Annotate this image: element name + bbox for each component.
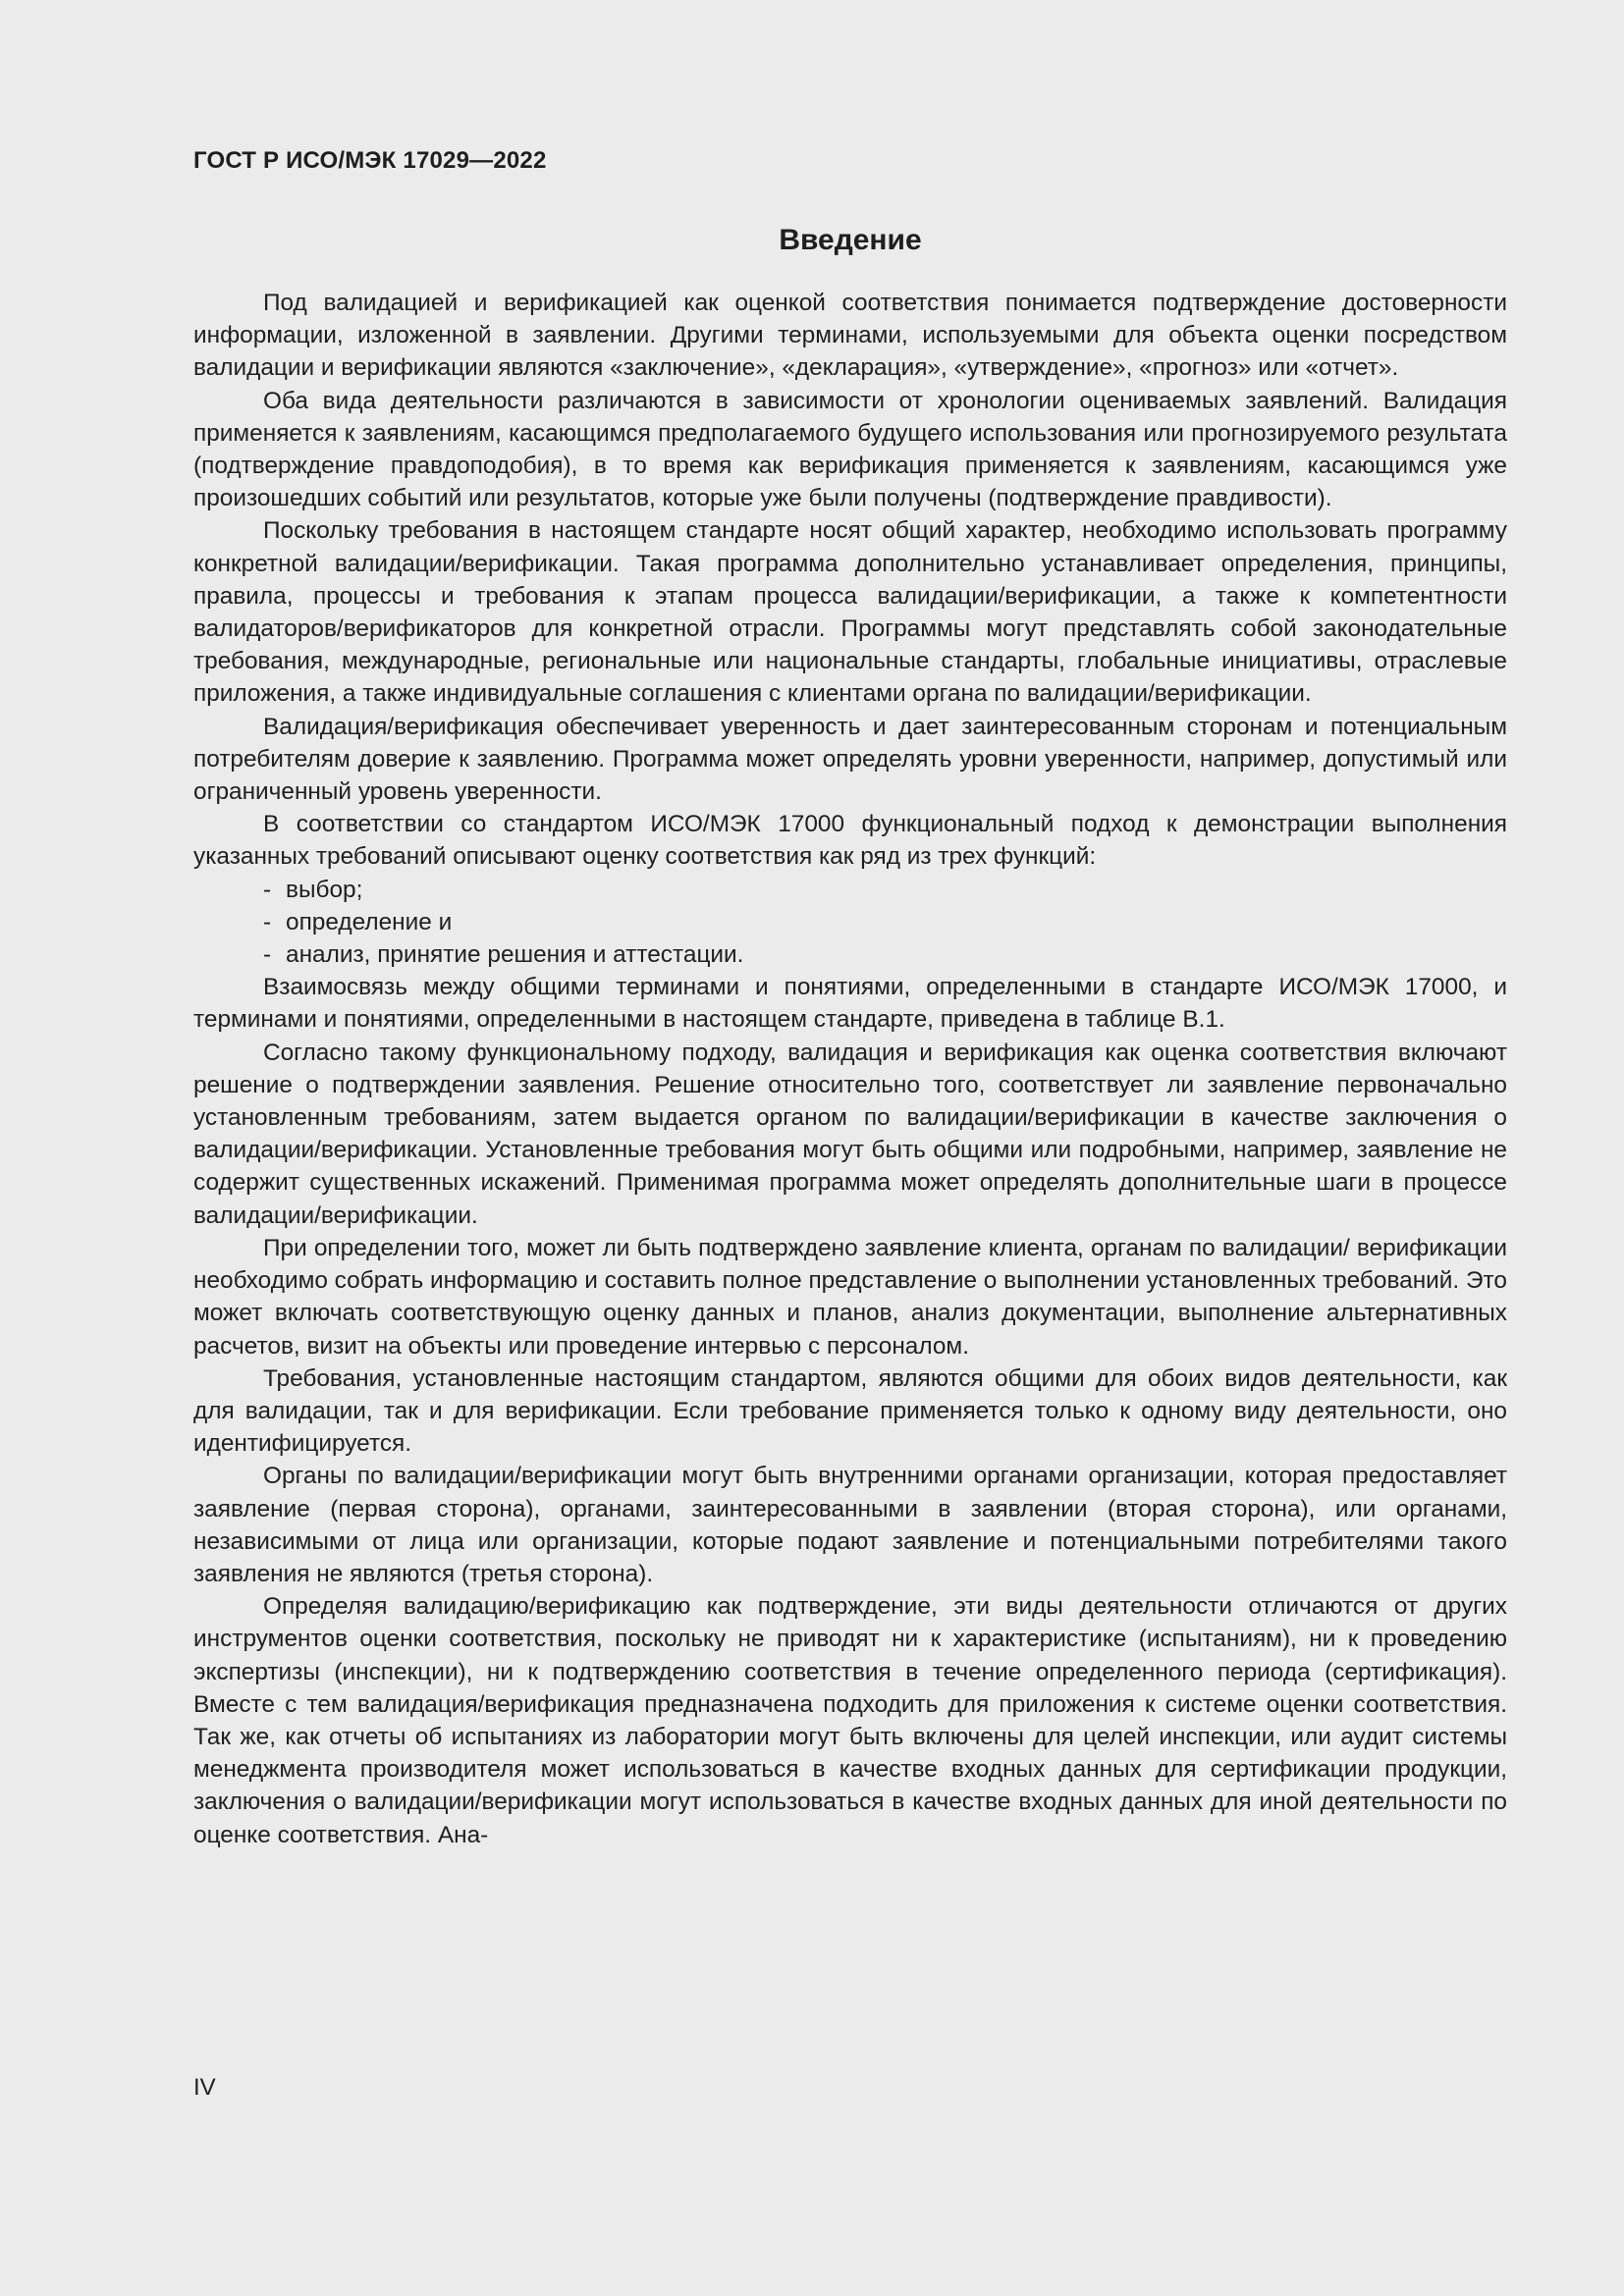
list-item-text: выбор;: [286, 876, 363, 903]
paragraph: В соответствии со стандартом ИСО/МЭК 17000 функциональный подход к демонстрации выполнения указанных требований описывают оценку соответствия как ряд из трех функций:: [193, 811, 1507, 871]
document-body: [193, 287, 1507, 1851]
paragraph: Взаимосвязь между общими терминами и понятиями, определенными в стандарте ИСО/МЭК 17000, и терминами и понятиями, определенными в настоящем стандарте, приведена в таблице B.1.: [193, 974, 1507, 1034]
paragraph: Валидация/верификация обеспечивает уверенность и дает заинтересованным сторонам и потенциальным потребителям доверие к заявлению. Программа может определять уровни уверенности, например, допустимый или ограниченный уровень уверенности.: [193, 713, 1507, 806]
paragraph: Органы по валидации/верификации могут быть внутренними органами организации, которая предоставляет заявление (первая сторона), органами, заинтересованными в заявлении (вторая сторона), или органами, независимыми от лица или организации, которые подают заявление и потенциальными потребителями такого заявления не являются (третья сторона).: [193, 1463, 1507, 1587]
paragraph: Определяя валидацию/верификацию как подтверждение, эти виды деятельности отличаются от других инструментов оценки соответствия, поскольку не приводят ни к характеристике (испытаниям), ни к проведению экспертизы (инспекции), ни к подтверждению соответствия в течение определенного периода (сертификация). Вместе с тем валидация/верификация предназначена подходить для приложения к системе оценки соответствия. Так же, как отчеты об испытаниях из лаборатории могут быть включены для целей инспекции, или аудит системы менеджмента производителя может использоваться в качестве входных данных для сертификации продукции, заключения о валидации/верификации могут использоваться в качестве входных данных для иной деятельности по оценке соответствия. Ана-: [193, 1593, 1507, 1848]
page-number: IV: [193, 2074, 216, 2101]
list-item: - анализ, принятие решения и аттестации.: [263, 941, 744, 969]
paragraph: Под валидацией и верификацией как оценкой соответствия понимается подтверждение достоверности информации, изложенной в заявлении. Другими терминами, используемыми для объекта оценки посредством валидации и верификации являются «заключение», «декларация», «утверждение», «прогноз» или «отчет».: [193, 290, 1507, 382]
list-item-text: анализ, принятие решения и аттестации.: [286, 941, 744, 969]
list-item: - определение и: [263, 908, 453, 935]
paragraph: Поскольку требования в настоящем стандарте носят общий характер, необходимо использовать программу конкретной валидации/верификации. Такая программа дополнительно устанавливает определения, принципы, правила, процессы и требования к этапам процесса валидации/верификации, а также к компетентности валидаторов/верификаторов для конкретной отрасли. Программы могут представлять собой законодательные требования, международные, региональные или национальные стандарты, глобальные инициативы, отраслевые приложения, а также индивидуальные соглашения с клиентами органа по валидации/верификации.: [193, 517, 1507, 708]
paragraph: При определении того, может ли быть подтверждено заявление клиента, органам по валидации/ верификации необходимо собрать информацию и составить полное представление о выполнении установленных требований. Это может включать соответствующую оценку данных и планов, анализ документации, выполнение альтернативных расчетов, визит на объекты или проведение интервью с персоналом.: [193, 1234, 1507, 1360]
list-item: - выбор;: [263, 876, 363, 903]
document-header: ГОСТ Р ИСО/МЭК 17029—2022: [193, 147, 547, 174]
list-item-text: определение и: [286, 908, 453, 935]
paragraph: Требования, установленные настоящим стандартом, являются общими для обоих видов деятельности, как для валидации, так и для верификации. Если требование применяется только к одному виду деятельности, оно идентифицируется.: [193, 1364, 1507, 1458]
function-list: [193, 874, 1507, 972]
paragraph: Оба вида деятельности различаются в зависимости от хронологии оцениваемых заявлений. Валидация применяется к заявлениям, касающимся предполагаемого будущего использования или прогнозируемого результата (подтверждение правдоподобия), в то время как верификация применяется к заявлениям, касающимся уже произошедших событий или результатов, которые уже были получены (подтверждение правдивости).: [193, 387, 1507, 512]
section-title: Введение: [779, 224, 922, 256]
paragraph: Согласно такому функциональному подходу, валидация и верификация как оценка соответствия включают решение о подтверждении заявления. Решение относительно того, соответствует ли заявление первоначально установленным требованиям, затем выдается органом по валидации/верификации в качестве заключения о валидации/верификации. Установленные требования могут быть общими или подробными, например, заявление не содержит существенных искажений. Применимая программа может определять дополнительные шаги в процессе валидации/верификации.: [193, 1039, 1507, 1229]
